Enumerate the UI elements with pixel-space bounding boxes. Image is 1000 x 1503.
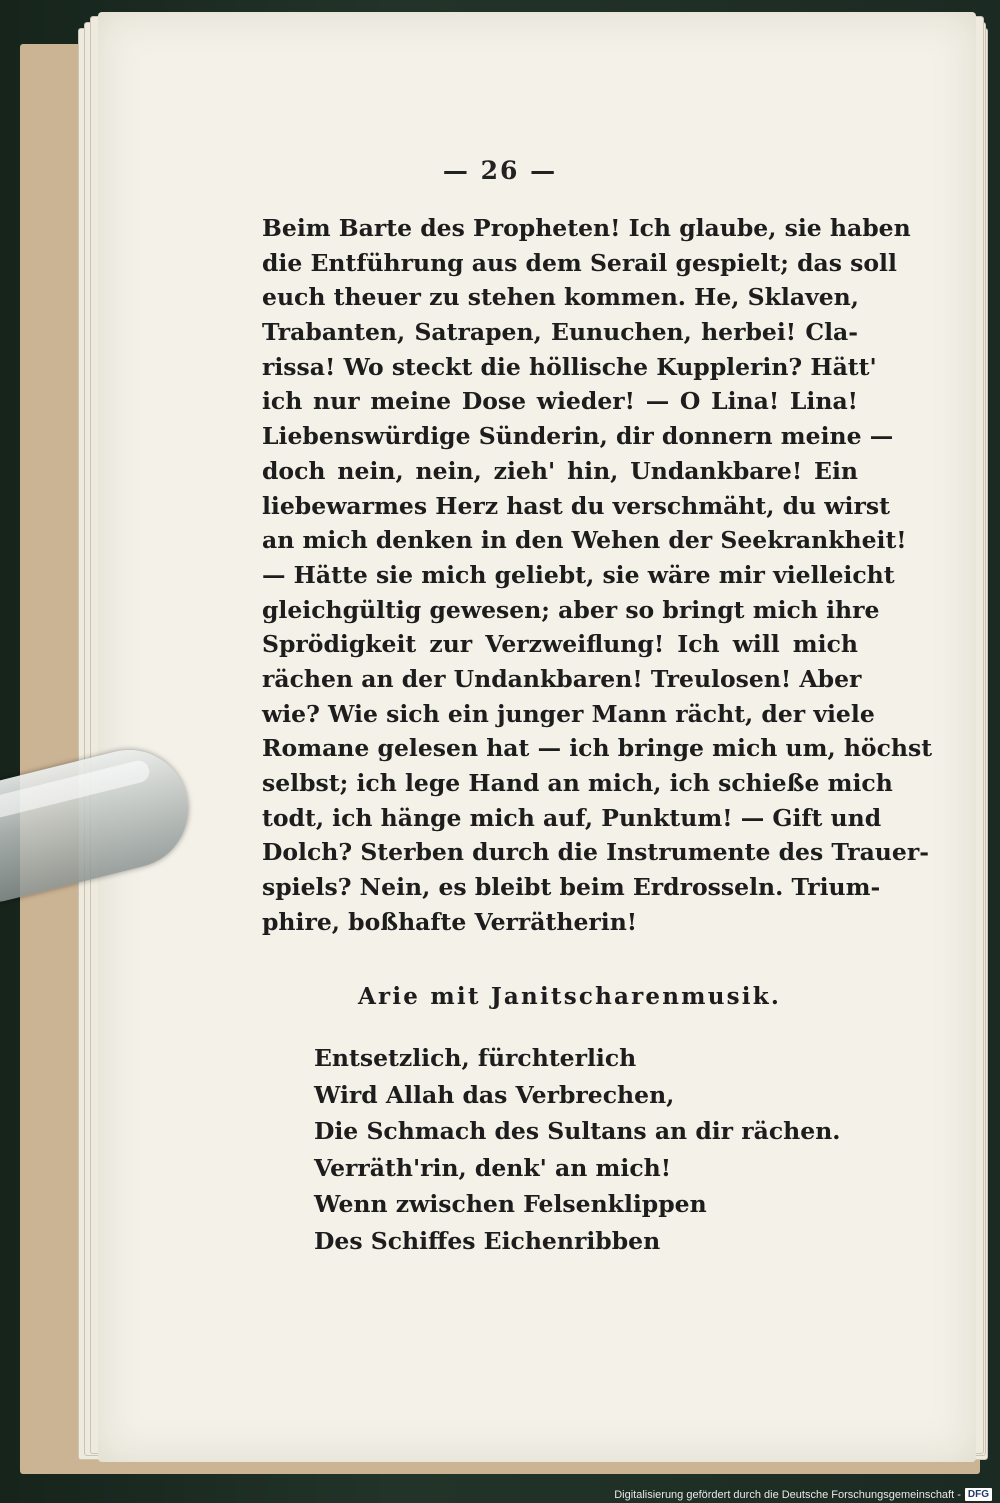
text-line: selbst; ich lege Hand an mich, ich schieße mich <box>262 769 893 797</box>
text-line: doch nein, nein, zieh' hin, Undankbare! Ein <box>262 456 858 485</box>
text-line: liebewarmes Herz hast du verschmäht, du wirst <box>262 491 890 520</box>
digitization-credit <box>614 1488 992 1501</box>
verse-line: Die Schmach des Sultans an dir rächen. <box>314 1117 841 1145</box>
verse-text <box>314 1040 840 1259</box>
text-line: Beim Barte des Propheten! Ich glaube, sie haben <box>262 214 911 242</box>
dfg-logo-icon: DFG <box>965 1488 992 1501</box>
verse-line: Verräth'rin, denk' an mich! <box>314 1153 672 1182</box>
text-line: euch theuer zu stehen kommen. He, Sklaven, <box>262 283 859 312</box>
text-line: gleichgültig gewesen; aber so bringt mich ihre <box>262 595 880 624</box>
text-line: Romane gelesen hat — ich bringe mich um, höchst <box>262 734 933 763</box>
text-line: Dolch? Sterben durch die Instrumente des Trauer- <box>262 838 929 867</box>
text-line: ich nur meine Dose wieder! — O Lina! Lina! <box>262 387 858 416</box>
text-line: Trabanten, Satrapen, Eunuchen, herbei! Cla- <box>262 318 858 347</box>
text-line: Liebenswürdige Sünderin, dir donnern meine — <box>262 422 894 451</box>
verse-line: Wenn zwischen Felsenklippen <box>314 1190 707 1218</box>
text-line: rächen an der Undankbaren! Treulosen! Aber <box>262 664 862 693</box>
page-number: — 26 — <box>442 156 558 185</box>
text-line: wie? Wie sich ein junger Mann rächt, der viele <box>262 699 875 728</box>
text-line: rissa! Wo steckt die höllische Kupplerin? Hätt' <box>262 352 877 381</box>
verse-line: Wird Allah das Verbrechen, <box>314 1080 675 1109</box>
body-text <box>262 211 933 939</box>
text-line: — Hätte sie mich geliebt, sie wäre mir vielleicht <box>262 560 895 589</box>
verse-line: Entsetzlich, fürchterlich <box>314 1044 637 1072</box>
text-line: an mich denken in den Wehen der Seekrankheit! <box>262 526 907 555</box>
text-line: spiels? Nein, es bleibt beim Erdrosseln. Trium- <box>262 873 881 902</box>
credit-text: Digitalisierung gefördert durch die Deutsche Forschungsgemeinschaft - <box>614 1488 961 1501</box>
section-heading: Arie mit Janitscharenmusik. <box>358 983 782 1010</box>
text-line: phire, boßhafte Verrätherin! <box>262 907 638 936</box>
text-line: Sprödigkeit zur Verzweiflung! Ich will mich <box>262 630 858 659</box>
verse-line: Des Schiffes Eichenribben <box>314 1226 661 1255</box>
text-line: todt, ich hänge mich auf, Punktum! — Gift und <box>262 803 882 832</box>
text-line: die Entführung aus dem Serail gespielt; das soll <box>262 248 897 277</box>
